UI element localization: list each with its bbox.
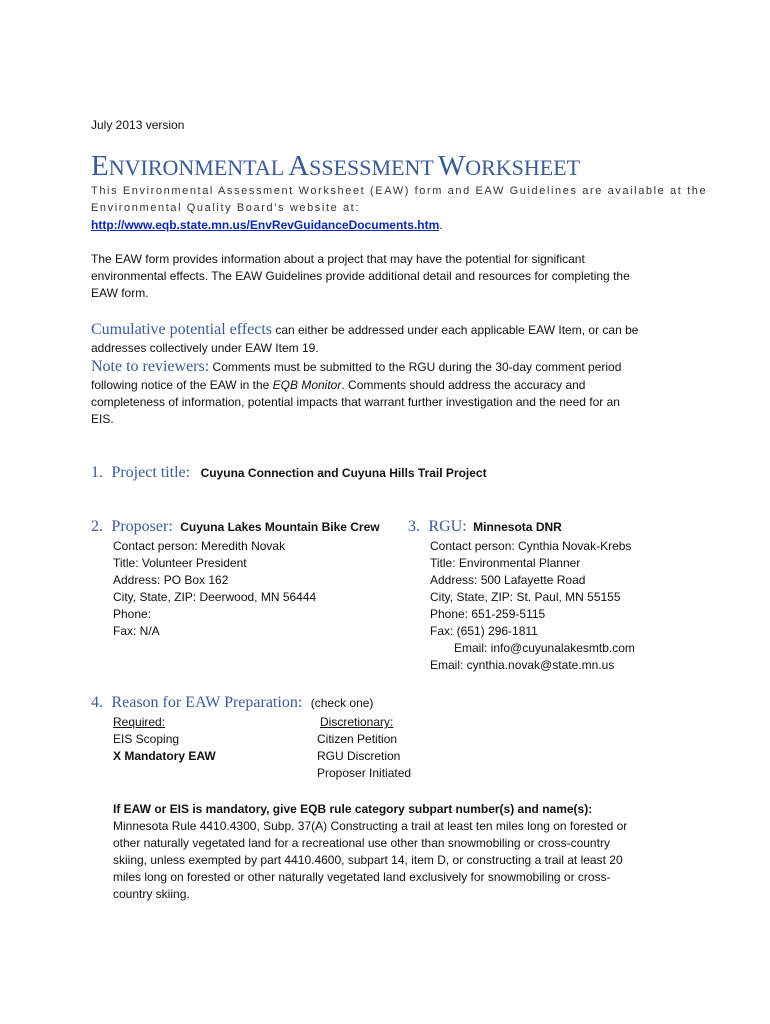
reviewers-line-1: Note to reviewers: Comments must be submitted to the RGU during the 30-day comment period — [91, 358, 622, 375]
about-line-3: EAW form. — [91, 286, 149, 300]
check-one-note: (check one) — [310, 696, 374, 710]
required-header: Required: — [113, 715, 166, 729]
rgu-title: Title: Environmental Planner — [430, 556, 581, 570]
item-4-label: Reason for EAW Preparation: — [111, 694, 303, 711]
proposer-fax: Fax: N/A — [113, 624, 160, 638]
item-3-rgu: 3. RGU: Minnesota DNR — [408, 518, 562, 535]
about-line-2: environmental effects. The EAW Guidelines provide additional detail and resources for completing the — [91, 269, 630, 283]
rgu-email-2: Email: cynthia.novak@state.mn.us — [430, 658, 615, 672]
mandatory-heading: If EAW or EIS is mandatory, give EQB rule category subpart number(s) and name(s): — [113, 802, 593, 816]
citizen-petition-option: Citizen Petition — [317, 732, 398, 746]
intro-url-line: http://www.eqb.state.mn.us/EnvRevGuidanceDocuments.htm. — [91, 218, 443, 232]
rgu-fax: Fax: (651) 296-1811 — [430, 624, 538, 638]
proposer-phone: Phone: — [113, 607, 152, 621]
rgu-city: City, State, ZIP: St. Paul, MN 55155 — [430, 590, 621, 604]
proposer-value: Cuyuna Lakes Mountain Bike Crew — [180, 520, 380, 534]
rgu-discretion-option: RGU Discretion — [317, 749, 401, 763]
rgu-phone: Phone: 651-259-5115 — [430, 607, 546, 621]
reviewers-line-3: completeness of information, potential impacts that warrant further investigation and the need for an — [91, 395, 620, 409]
rgu-contact: Contact person: Cynthia Novak-Krebs — [430, 539, 632, 553]
proposer-initiated-option: Proposer Initiated — [317, 766, 412, 780]
item-2-proposer: 2. Proposer: Cuyuna Lakes Mountain Bike Crew — [91, 518, 380, 535]
page-title: ENVIRONMENTAL ASSESSMENT WORKSHEET — [91, 150, 581, 182]
proposer-contact: Contact person: Meredith Novak — [113, 539, 286, 553]
guidance-link[interactable]: http://www.eqb.state.mn.us/EnvRevGuidanceDocuments.htm — [91, 218, 440, 232]
proposer-address: Address: PO Box 162 — [113, 573, 229, 587]
rgu-address: Address: 500 Lafayette Road — [430, 573, 586, 587]
proposer-title: Title: Volunteer President — [113, 556, 247, 570]
reviewers-heading: Note to reviewers: — [91, 358, 210, 375]
cumulative-line-1: Cumulative potential effects can either be addressed under each applicable EAW Item, or can be — [91, 321, 639, 338]
reviewers-line-4: EIS. — [91, 412, 114, 426]
item-1-label: Project title: — [111, 464, 191, 481]
mandatory-rule-text: Minnesota Rule 4410.4300, Subp. 37(A) Constructing a trail at least ten miles long on forested or other naturally vegetated land for a recreational use other than snowmobiling or cross-country skiing, unless exempted by part 4410.4600, subpart 14, item D, or constructing a trail at least 20 miles long on forested or other naturally vegetated land exclusively for snowmobiling or cross- country skiing. — [113, 819, 628, 901]
rgu-email-1: Email: info@cuyunalakesmtb.com — [454, 641, 635, 655]
project-title-value: Cuyuna Connection and Cuyuna Hills Trail Project — [200, 466, 487, 480]
intro-line-1: This Environmental Assessment Worksheet (EAW) form and EAW Guidelines are available at the — [91, 185, 708, 197]
cumulative-heading: Cumulative potential effects — [91, 321, 272, 338]
version-label: July 2013 version — [91, 118, 185, 132]
item-2-label: Proposer: — [111, 518, 173, 535]
cumulative-line-2: addresses collectively under EAW Item 19. — [91, 341, 319, 355]
rgu-value: Minnesota DNR — [473, 520, 562, 534]
discretionary-header: Discretionary: — [320, 715, 394, 729]
reviewers-line-2: following notice of the EAW in the EQB Monitor. Comments should address the accuracy and — [91, 378, 586, 392]
required-column — [113, 714, 216, 765]
eqb-monitor-text: EQB Monitor — [272, 378, 342, 392]
item-1-project-title: 1. Project title: Cuyuna Connection and Cuyuna Hills Trail Project — [91, 464, 487, 481]
item-4-reason: 4. Reason for EAW Preparation: (check one) — [91, 694, 374, 711]
proposer-city: City, State, ZIP: Deerwood, MN 56444 — [113, 590, 317, 604]
about-line-1: The EAW form provides information about a project that may have the potential for significant — [91, 252, 585, 266]
eis-scoping-option: EIS Scoping — [113, 732, 180, 746]
mandatory-eaw-option: X Mandatory EAW — [113, 749, 216, 763]
intro-line-2: Environmental Quality Board’s website at: — [91, 202, 360, 214]
rgu-details — [430, 538, 635, 674]
proposer-details — [113, 538, 316, 640]
item-3-label: RGU — [428, 518, 463, 535]
discretionary-column — [317, 714, 411, 782]
